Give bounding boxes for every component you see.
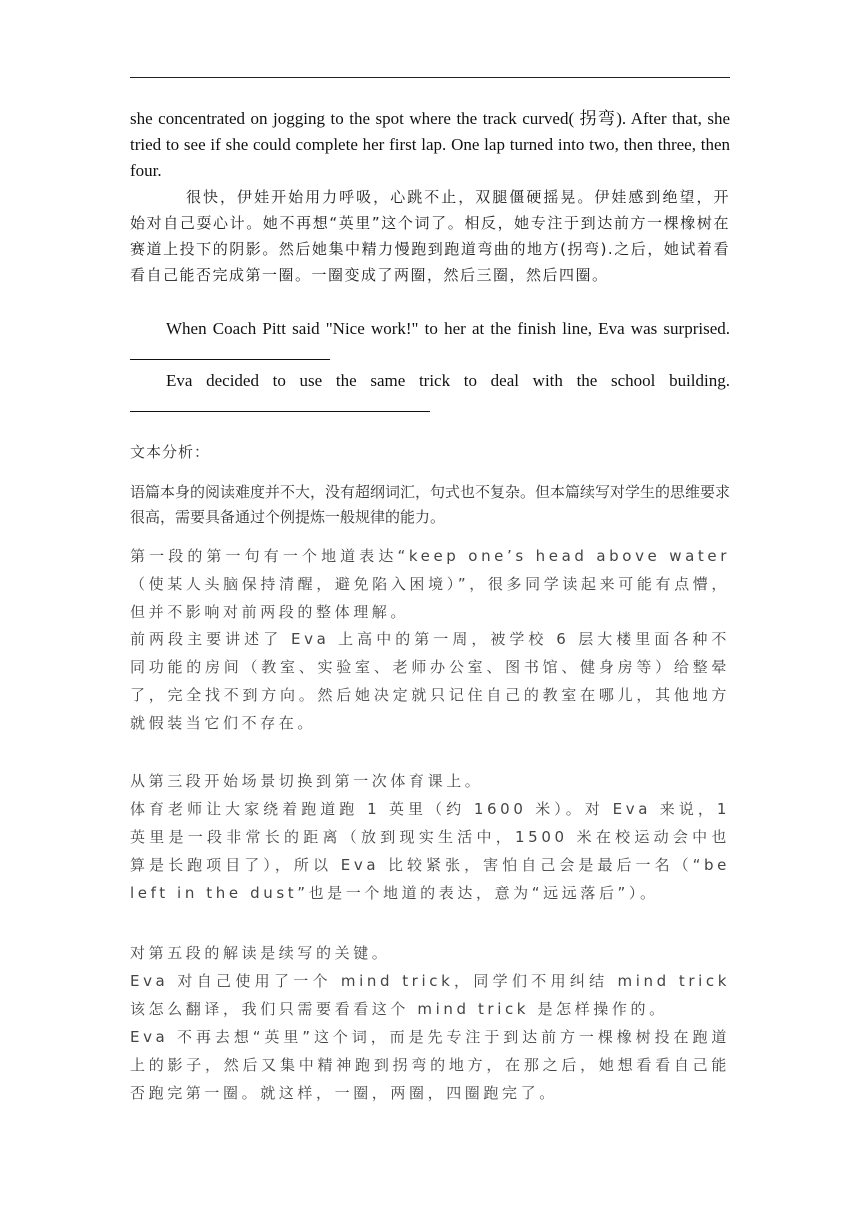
continuation-prompt-1 bbox=[130, 316, 730, 368]
analysis-heading: 文本分析： bbox=[130, 443, 211, 461]
answer-blank-1[interactable] bbox=[130, 345, 330, 360]
analysis-paragraph-1: 语篇本身的阅读难度并不大，没有超纲词汇，句式也不复杂。但本篇续写对学生的思维要求很高，需要具备通过个例提炼一般规律的能力。 bbox=[130, 483, 731, 526]
header-rule bbox=[130, 77, 730, 78]
prompt-2-text: Eva decided to use the same trick to deal with the school building. bbox=[166, 371, 730, 390]
analysis-paragraph-5: 体育老师让大家绕着跑道跑 1 英里（约 1600 米）。对 Eva 来说，1 英里是一段非常长的距离（放到现实生活中，1500 米在校运动会中也算是长跑项目了），所以 Eva 比较紧张，害怕自己会是最后一名（“be left in the dust”也是一个地道的表达，意为“远远落后”）。 bbox=[130, 800, 730, 902]
story-english-paragraph: she concentrated on jogging to the spot where the track curved( 拐弯). After that, she tried to see if she could complete her first lap. One lap turned into two, then three, then four. bbox=[130, 109, 730, 180]
analysis-paragraph-2: 第一段的第一句有一个地道表达“keep one’s head above water（使某人头脑保持清醒，避免陷入困境）”，很多同学读起来可能有点懵，但并不影响对前两段的整体理解。 bbox=[130, 547, 730, 621]
analysis-paragraph-7: Eva 对自己使用了一个 mind trick，同学们不用纠结 mind trick 该怎么翻译，我们只需要看看这个 mind trick 是怎样操作的。 bbox=[130, 972, 730, 1018]
analysis-paragraph-8: Eva 不再去想“英里”这个词，而是先专注于到达前方一棵橡树投在跑道上的影子，然后又集中精神跑到拐弯的地方，在那之后，她想看看自己能否跑完第一圈。就这样，一圈，两圈，四圈跑完了。 bbox=[130, 1028, 730, 1102]
story-chinese-paragraph: 很快，伊娃开始用力呼吸，心跳不止，双腿僵硬摇晃。伊娃感到绝望，开始对自己耍心计。她不再想“英里”这个词了。相反，她专注于到达前方一棵橡树在赛道上投下的阴影。然后她集中精力慢跑到跑道弯曲的地方(拐弯).之后，她试着看看自己能否完成第一圈。一圈变成了两圈，然后三圈，然后四圈。 bbox=[130, 188, 730, 284]
analysis-paragraph-3: 前两段主要讲述了 Eva 上高中的第一周，被学校 6 层大楼里面各种不同功能的房间（教室、实验室、老师办公室、图书馆、健身房等）给整晕了，完全找不到方向。然后她决定就只记住自己的教室在哪儿，其他地方就假装当它们不存在。 bbox=[130, 630, 730, 732]
prompt-1-text: When Coach Pitt said "Nice work!" to her at the finish line, Eva was surprised. bbox=[166, 319, 730, 338]
answer-blank-2[interactable] bbox=[130, 397, 430, 412]
analysis-paragraph-6: 对第五段的解读是续写的关键。 bbox=[130, 944, 391, 962]
continuation-prompt-2 bbox=[130, 368, 730, 420]
analysis-paragraph-4: 从第三段开始场景切换到第一次体育课上。 bbox=[130, 772, 484, 790]
